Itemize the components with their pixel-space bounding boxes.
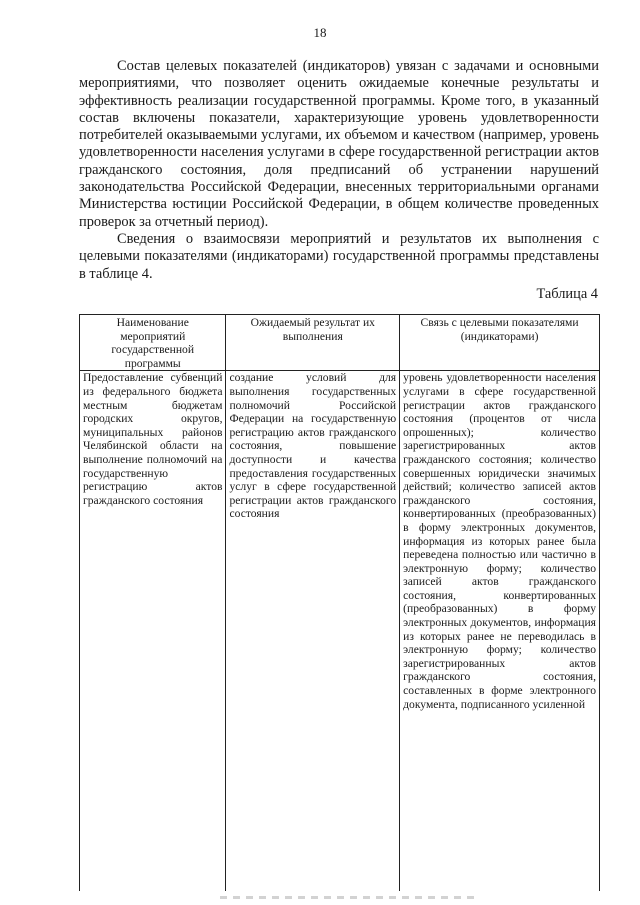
paragraph: Состав целевых показателей (индикаторов) увязан с задачами и основными мероприятиями, что позволяет оценить ожидаемые конечные результаты и эффективность реализации государственной программы. Кроме того, в указанный состав включены показатели, характеризующие уровень удовлетворенности потребителей оказываемыми услугами, их объемом и качеством (например, уровень удовлетворенности населения услугами в сфере государственной регистрации актов гражданского состояния, доля предписаний об устранении нарушений законодательства Российской Федерации, внесенных территориальными органами Министерства юстиции Российской Федерации, в общем количестве проведенных проверок за отчетный период). (79, 58, 599, 230)
cell-result: создание условий для выполнения государственных полномочий Российской Федерации на государственную регистрацию актов гражданского состояния, повышение доступности и качества предоставления государственных услуг в сфере государственной регистрации актов гражданского состояния (226, 371, 400, 891)
header-indicators: Связь с целевыми показателями (индикаторами) (400, 315, 600, 371)
body-text (79, 58, 599, 283)
paragraph: Сведения о взаимосвязи мероприятий и результатов их выполнения с целевыми показателями (индикаторами) государственной программы представлены в таблице 4. (79, 230, 599, 282)
header-measures: Наименование мероприятий государственной программы (80, 315, 226, 371)
cell-measure: Предоставление субвенций из федерального бюджета местным бюджетам городских округов, муниципальных районов Челябинской области на выполнение полномочий на государственную регистрацию актов гражданского состояния (80, 371, 226, 891)
page-number: 18 (313, 25, 327, 40)
cell-indicators: уровень удовлетворенности населения услугами в сфере государственной регистрации актов гражданского состояния (процентов от числа опрошенных); количество зарегистрированных актов гражданского состояния; количество совершенных юридически значимых действий; количество записей актов гражданского состояния, конвертированных (преобразованных) в форму электронных документов, информация из которых ранее была переведена полностью или частично в электронную форму; количество записей актов гражданского состояния, конвертированных (преобразованных) в форму электронных документов, информация из которых ранее не переводилась в электронную форму; количество зарегистрированных актов гражданского состояния, составленных в форме электронного документа, подписанного усиленной (400, 371, 600, 891)
table-caption: Таблица 4 (536, 286, 598, 302)
table-row (80, 371, 600, 891)
scan-artifact (220, 896, 480, 899)
header-expected-result: Ожидаемый результат их выполнения (226, 315, 400, 371)
measures-table (79, 314, 600, 891)
table-header-row (80, 315, 600, 371)
